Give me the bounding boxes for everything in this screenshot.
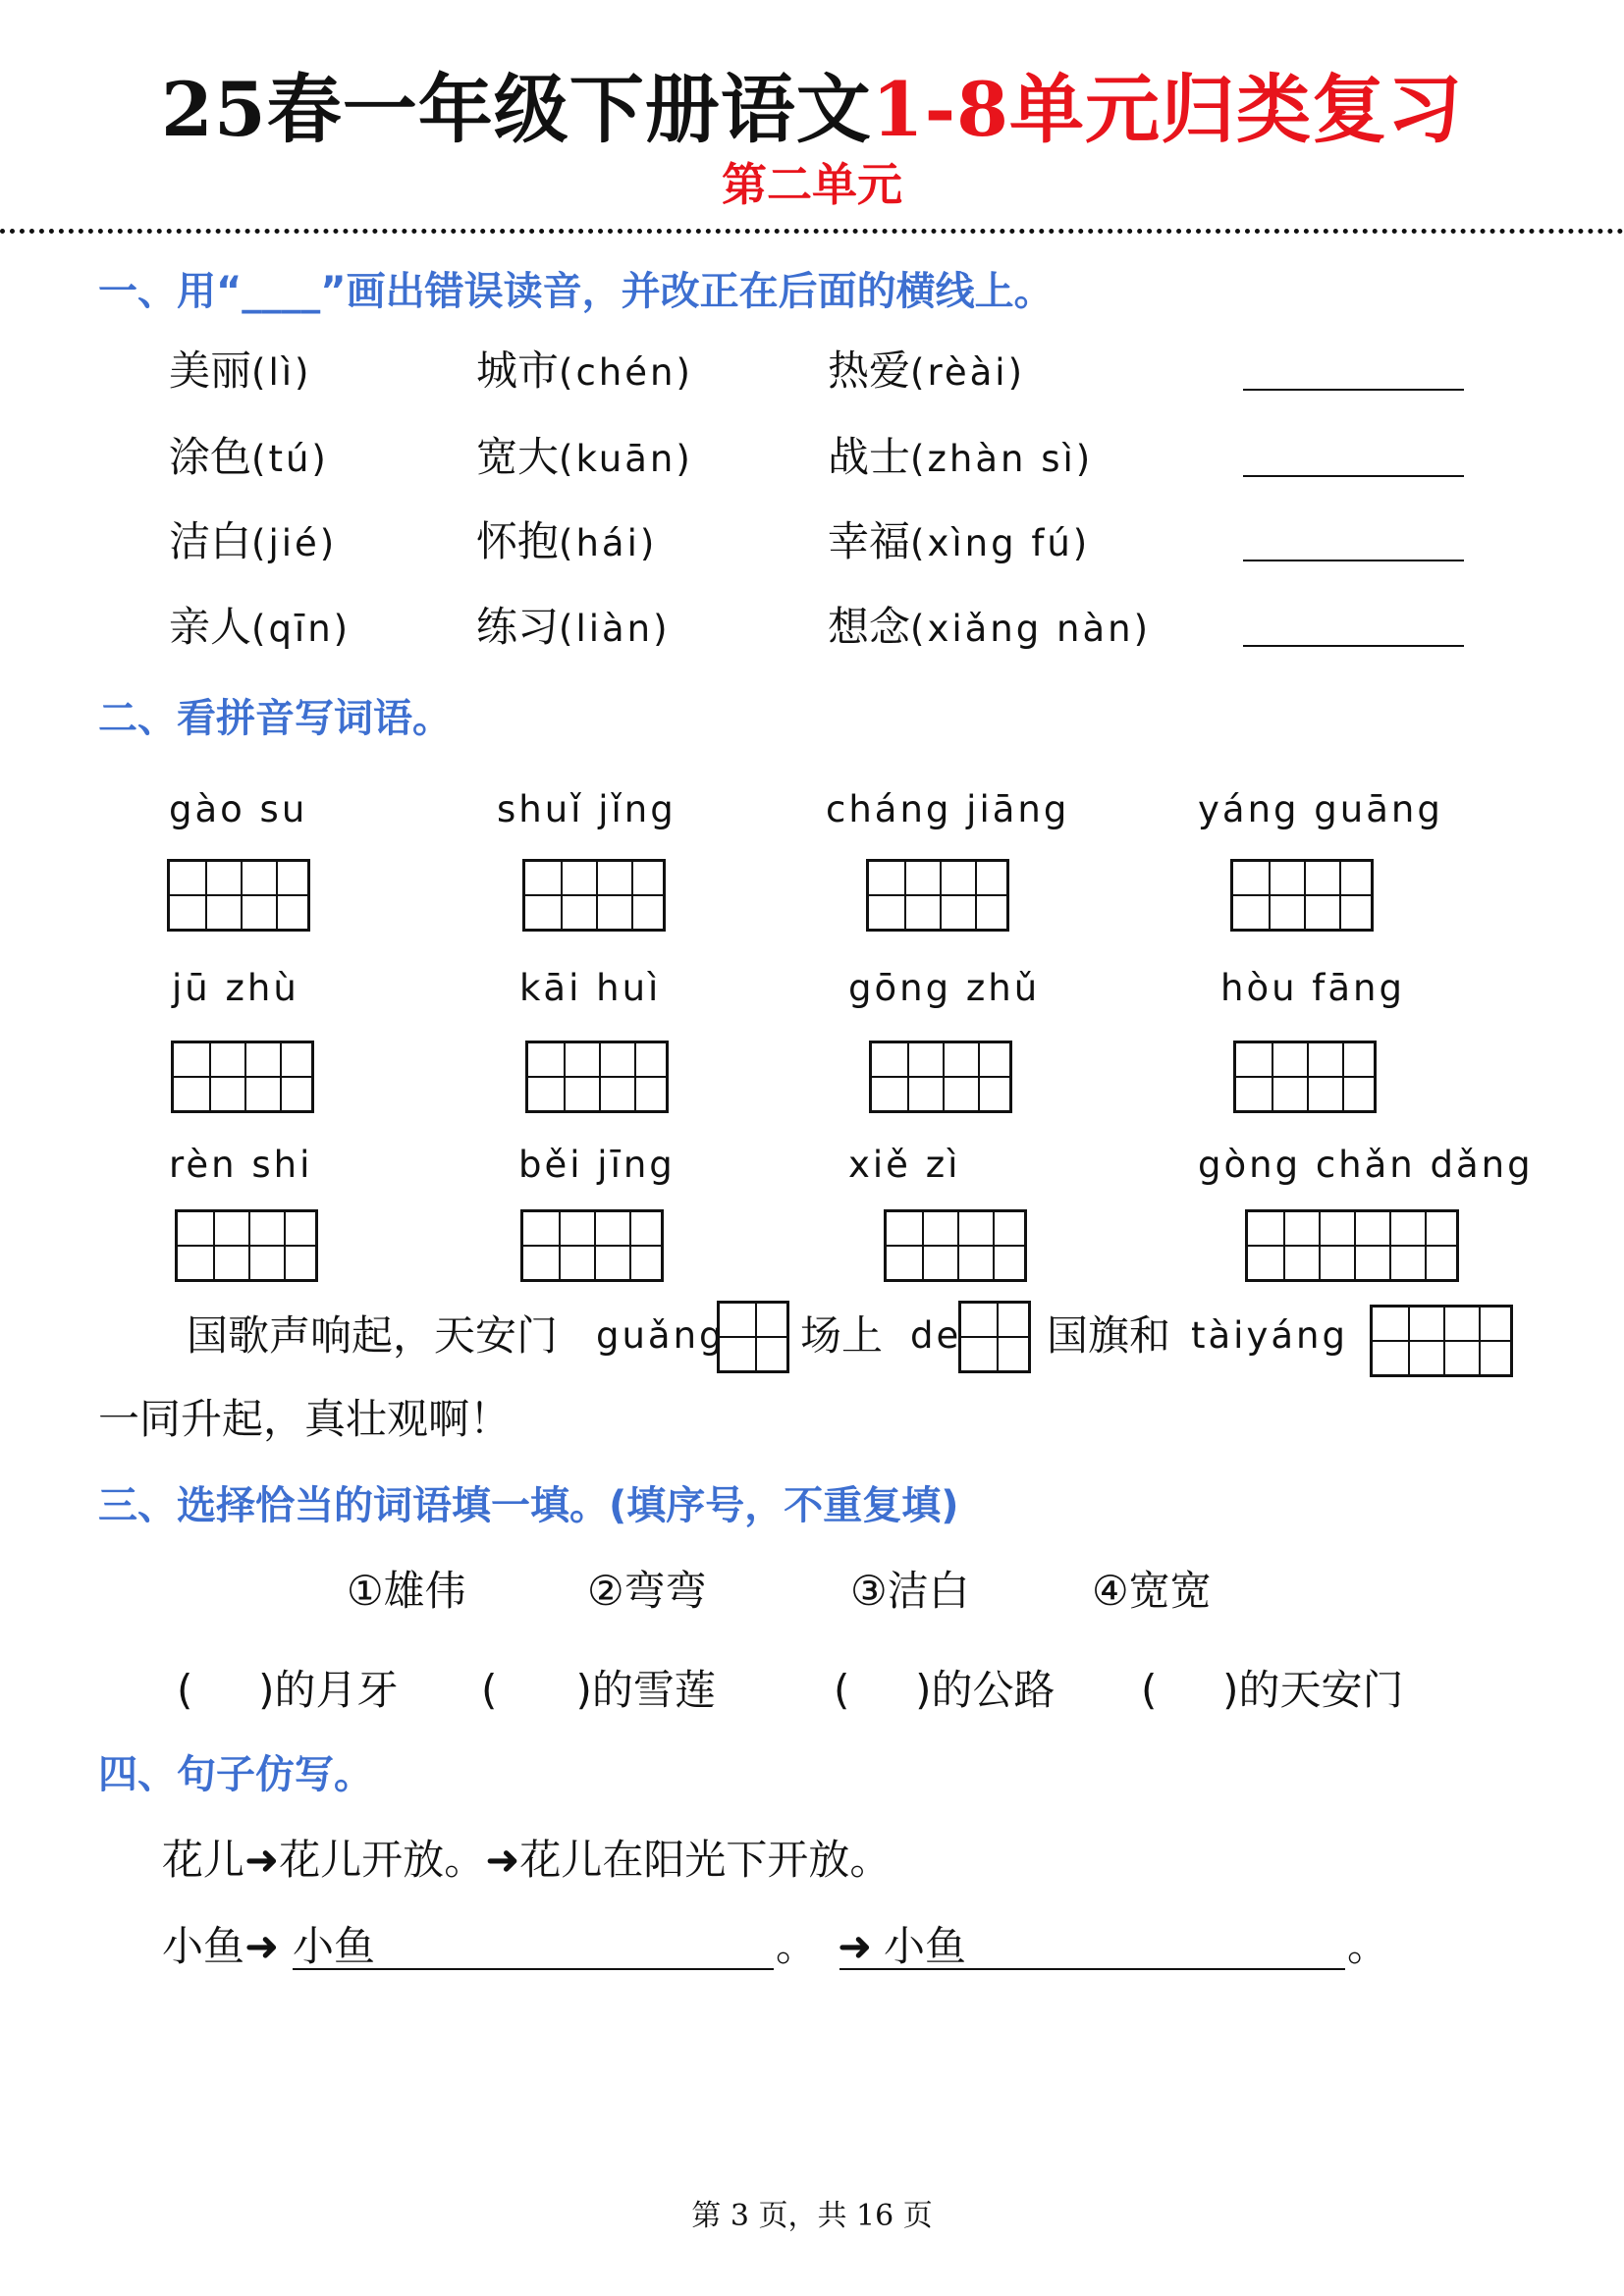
s1-item	[476, 344, 693, 400]
exercise-first: 小鱼	[293, 1922, 376, 1970]
s1-word: 练习	[476, 603, 560, 651]
writing-grid[interactable]	[1233, 1041, 1377, 1113]
exercise-arrow: ➜	[838, 1922, 873, 1970]
s1-pinyin: (liàn)	[559, 608, 671, 650]
option: ②弯弯	[587, 1567, 707, 1615]
answer-line[interactable]	[839, 1968, 1345, 1970]
section2-heading: 二、看拼音写词语。	[98, 696, 452, 741]
pinyin-label: gào su	[169, 788, 308, 830]
writing-grid[interactable]	[167, 859, 310, 932]
pinyin-label: jū zhù	[172, 967, 299, 1009]
writing-grid[interactable]	[525, 1041, 669, 1113]
s1-word: 热爱	[828, 347, 911, 395]
pinyin-label: hòu fāng	[1220, 967, 1405, 1009]
s1-pinyin: (rèài)	[910, 351, 1026, 394]
fill-blank[interactable]: ( )的月牙	[177, 1666, 399, 1714]
s1-item	[828, 344, 1025, 400]
exercise-lead: 小鱼➜	[162, 1922, 280, 1970]
pinyin-label: gōng zhǔ	[848, 967, 1041, 1009]
fill-blank[interactable]: ( )的天安门	[1141, 1666, 1404, 1714]
s1-pinyin: (xìng fú)	[910, 522, 1091, 564]
pinyin-label: gòng chǎn dǎng	[1198, 1144, 1534, 1186]
fill-blank[interactable]: ( )的雪莲	[481, 1666, 716, 1714]
writing-grid[interactable]	[1370, 1305, 1513, 1377]
writing-grid[interactable]	[717, 1301, 789, 1373]
writing-grid[interactable]	[520, 1209, 664, 1282]
s1-word: 亲人	[169, 603, 252, 651]
s1-item	[828, 514, 1090, 571]
sentence-part: 一同升起，真壮观啊！	[98, 1395, 512, 1443]
writing-grid[interactable]	[175, 1209, 318, 1282]
s1-pinyin: (kuān)	[559, 438, 693, 480]
sentence-pinyin: guǎng	[596, 1314, 726, 1357]
s1-item	[169, 514, 337, 571]
fill-blank[interactable]: ( )的公路	[834, 1666, 1056, 1714]
option: ①雄伟	[347, 1567, 466, 1615]
s1-word: 想念	[828, 603, 911, 651]
s1-item	[476, 600, 671, 657]
s1-pinyin: (chén)	[559, 351, 693, 394]
s1-word: 宽大	[476, 433, 560, 481]
s1-word: 城市	[476, 347, 560, 395]
s1-pinyin: (tú)	[251, 438, 329, 480]
s1-pinyin: (jié)	[251, 522, 338, 564]
pinyin-label: cháng jiāng	[826, 788, 1070, 830]
pinyin-label: xiě zì	[848, 1144, 961, 1186]
s1-pinyin: (xiǎng nàn)	[910, 608, 1152, 650]
exercise-period: 。	[776, 1922, 818, 1970]
exercise-period: 。	[1347, 1922, 1389, 1970]
s1-word: 洁白	[169, 517, 252, 565]
writing-grid[interactable]	[958, 1301, 1031, 1373]
exercise-second: 小鱼	[884, 1922, 967, 1970]
title-red: 1-8单元归类复习	[871, 66, 1464, 153]
page-title	[0, 61, 1624, 159]
s1-word: 美丽	[169, 347, 252, 395]
s1-item	[476, 514, 657, 571]
unit-subtitle: 第二单元	[722, 158, 902, 211]
option: ④宽宽	[1092, 1567, 1212, 1615]
s1-item	[828, 600, 1151, 657]
pinyin-label: kāi huì	[519, 967, 662, 1009]
s1-word: 幸福	[828, 517, 911, 565]
example-sentence: 花儿➜花儿开放。➜花儿在阳光下开放。	[162, 1836, 892, 1884]
writing-grid[interactable]	[866, 859, 1009, 932]
pinyin-label: rèn shi	[169, 1144, 313, 1186]
dotted-divider	[0, 229, 1624, 234]
answer-line[interactable]	[1243, 560, 1464, 561]
writing-grid[interactable]	[884, 1209, 1027, 1282]
s1-item	[828, 430, 1093, 487]
answer-line[interactable]	[1243, 475, 1464, 477]
sentence-pinyin: tàiyáng	[1191, 1314, 1348, 1357]
answer-line[interactable]	[1243, 389, 1464, 391]
section3-heading: 三、选择恰当的词语填一填。(填序号，不重复填)	[98, 1483, 959, 1528]
pinyin-label: yáng guāng	[1198, 788, 1443, 830]
section4-heading: 四、句子仿写。	[98, 1752, 373, 1797]
title-black: 25春一年级下册语文	[160, 66, 872, 153]
writing-grid[interactable]	[171, 1041, 314, 1113]
s1-item	[476, 430, 693, 487]
pinyin-label: běi jīng	[518, 1144, 676, 1186]
s1-pinyin: (lì)	[251, 351, 312, 394]
section1-heading: 一、用“____”画出错误读音，并改正在后面的横线上。	[98, 269, 1054, 314]
option: ③洁白	[850, 1567, 970, 1615]
writing-grid[interactable]	[522, 859, 666, 932]
s1-word: 涂色	[169, 433, 252, 481]
s1-pinyin: (hái)	[559, 522, 658, 564]
answer-line[interactable]	[293, 1968, 774, 1970]
s1-word: 怀抱	[476, 517, 560, 565]
s1-item	[169, 430, 329, 487]
sentence-part: 场上	[800, 1311, 884, 1360]
writing-grid[interactable]	[869, 1041, 1012, 1113]
s1-item	[169, 344, 311, 400]
s1-pinyin: (zhàn sì)	[910, 438, 1094, 480]
s1-item	[169, 600, 351, 657]
pinyin-label: shuǐ jǐng	[497, 788, 677, 830]
writing-grid-wide[interactable]	[1245, 1209, 1459, 1282]
s1-word: 战士	[828, 433, 911, 481]
page-number: 第 3 页，共 16 页	[691, 2199, 933, 2233]
writing-grid[interactable]	[1230, 859, 1374, 932]
sentence-part: 国歌声响起，天安门	[187, 1311, 559, 1360]
answer-line[interactable]	[1243, 645, 1464, 647]
s1-pinyin: (qīn)	[251, 608, 352, 650]
sentence-part: 国旗和	[1047, 1311, 1171, 1360]
sentence-pinyin: de	[910, 1314, 962, 1357]
